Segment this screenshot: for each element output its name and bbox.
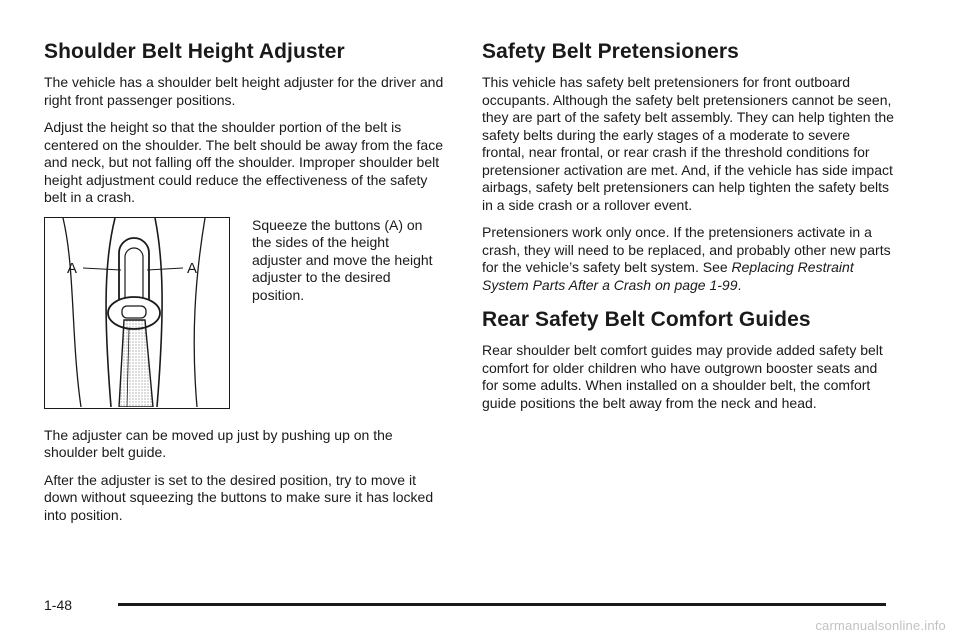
paragraph-comfort-guides: Rear shoulder belt comfort guides may provide added safety belt comfort for older children who have outgrown booster seats and for some adults. When installed on a shoulder belt, the comfort guide positions the belt away from the neck and head. <box>482 342 883 411</box>
right-column <box>482 40 896 422</box>
paragraph-intro: The vehicle has a shoulder belt height adjuster for the driver and right front passenger positions. <box>44 74 444 108</box>
label-a-left: A <box>67 259 78 277</box>
pretensioners-once-end: . <box>737 276 742 293</box>
page-number: 1-48 <box>44 597 73 613</box>
paragraph-adjust: Adjust the height so that the shoulder portion of the belt is centered on the shoulder. The belt should be away from the face and neck, but not falling off the shoulder. Improper shoulder belt height adjustment could reduce the effectiveness of the safety belt in a crash. <box>44 119 443 206</box>
height-adjuster-illustration <box>44 217 230 409</box>
cross-reference-link[interactable]: Replacing Restraint System Parts After a Crash on page 1-99 <box>482 259 854 293</box>
figure-caption: Squeeze the buttons (A) on the sides of the height adjuster and move the height adjuster to the desired position. <box>252 216 433 303</box>
section-heading-height-adjuster: Shoulder Belt Height Adjuster <box>44 40 345 63</box>
left-column <box>44 40 444 534</box>
paragraph-lock-check: After the adjuster is set to the desired position, try to move it down without squeezing the buttons to make sure it has locked into position. <box>44 471 434 523</box>
site-watermark: carmanualsonline.info <box>815 618 946 633</box>
figure-row <box>44 217 444 409</box>
adjuster-drawing <box>45 218 228 407</box>
paragraph-pretensioners-once <box>482 224 896 294</box>
paragraph-pretensioners: This vehicle has safety belt pretensioners for front outboard occupants. Although the safety belt pretensioners cannot be seen, they are part of the safety belt assembly. They can help tighten the safety belts during the early stages of a moderate to severe frontal, near frontal, or rear crash if the threshold conditions for pretensioner activation are met. And, if the vehicle has side impact airbags, safety belt pretensioners can help tighten the safety belts in a side crash or a rollover event. <box>482 74 894 213</box>
paragraph-push-up: The adjuster can be moved up just by pushing up on the shoulder belt guide. <box>44 426 393 461</box>
label-a-right: A <box>187 259 198 277</box>
section-heading-pretensioners: Safety Belt Pretensioners <box>482 40 739 63</box>
footer-rule <box>118 603 886 606</box>
pretensioners-once-text: Pretensioners work only once. If the pretensioners activate in a crash, they will need to be replaced, and probably other new parts for the vehicle’s safety belt system. See <box>482 224 891 276</box>
section-heading-comfort-guides: Rear Safety Belt Comfort Guides <box>482 308 811 332</box>
